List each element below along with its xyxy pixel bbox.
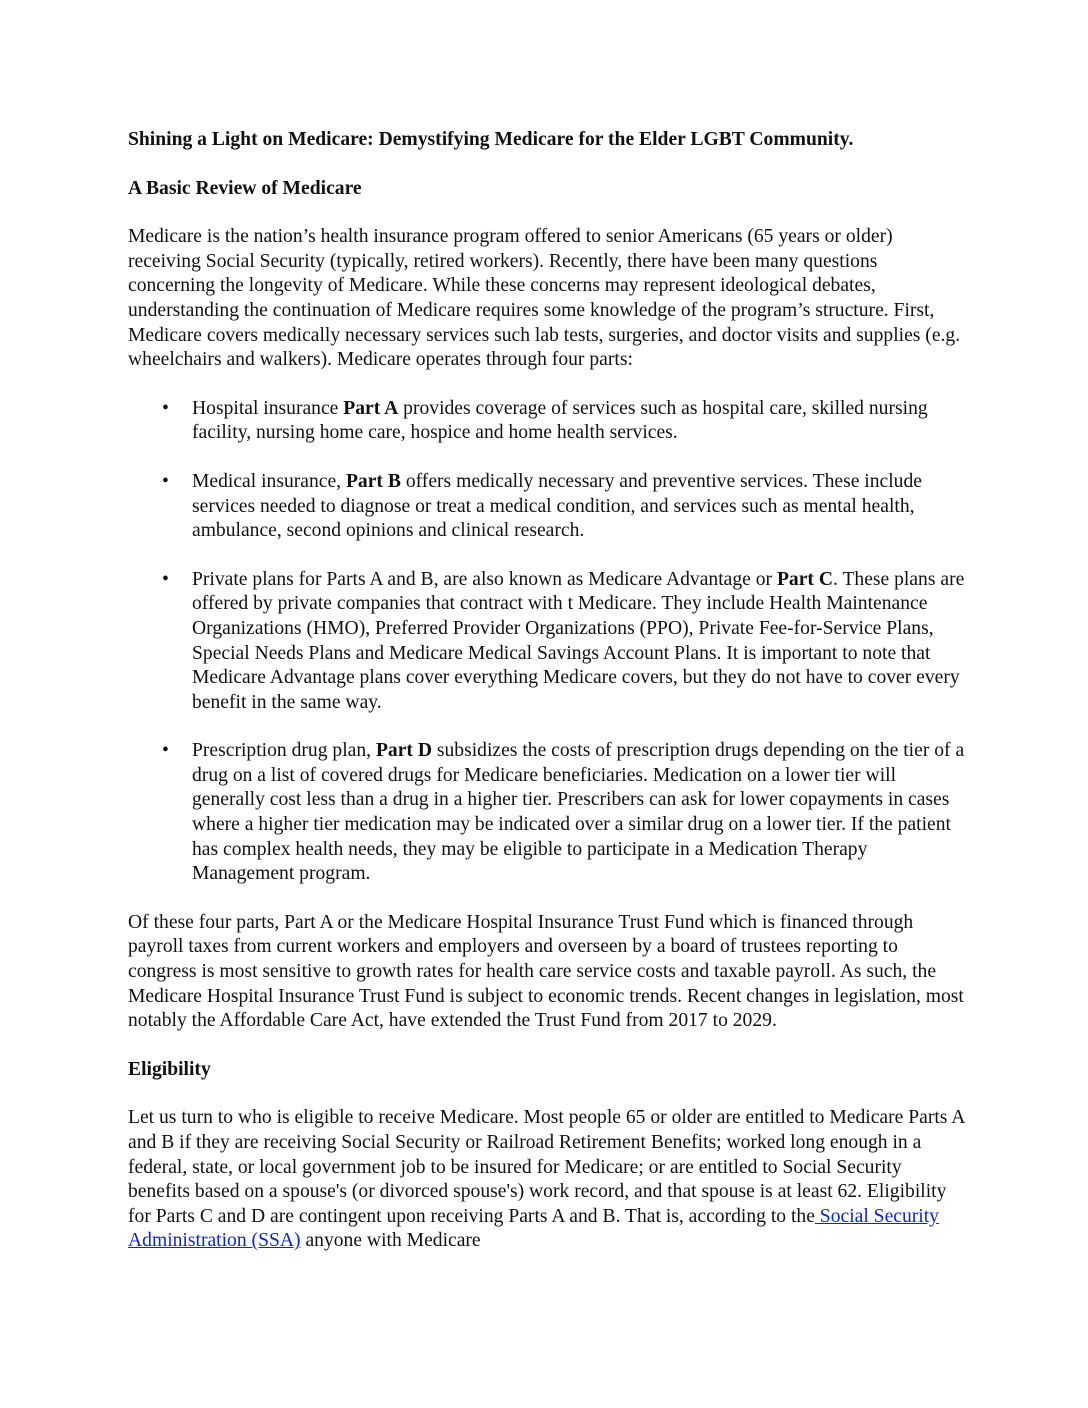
list-item-text: Medical insurance, [192, 470, 346, 492]
ssa-link[interactable]: Social Security Administration (SSA) [128, 1205, 939, 1252]
bullet-icon: • [162, 568, 169, 590]
list-item-text: . These plans are offered by private companies that contract with t Medicare. They include Health Maintenance Organizations (HMO), Preferred Provider Organizations (PPO), Private Fee-for-Service Plans, Special Needs Plans and Medicare Medical Savings Account Plans. It is important to note that Medicare Advantage plans cover everything Medicare covers, but they do not have to cover every benefit in the same way. [192, 568, 965, 713]
list-item-part-d [128, 739, 968, 887]
part-label: Part D [375, 740, 432, 762]
eligibility-paragraph [128, 1106, 968, 1254]
section-heading-eligibility: Eligibility [128, 1058, 211, 1080]
part-label: Part B [345, 470, 401, 492]
trust-fund-paragraph: Of these four parts, Part A or the Medicare Hospital Insurance Trust Fund which is financed through payroll taxes from current workers and employers and overseen by a board of trustees reporting to congress is most sensitive to growth rates for health care service costs and taxable payroll. As such, the Medicare Hospital Insurance Trust Fund is subject to economic trends. Recent changes in legislation, most notably the Affordable Care Act, have extended the Trust Fund from 2017 to 2029. [128, 911, 964, 1032]
list-item-part-b [128, 470, 968, 544]
document-title: Shining a Light on Medicare: Demystifying Medicare for the Elder LGBT Community. [128, 129, 854, 150]
intro-paragraph: Medicare is the nation’s health insurance program offered to senior Americans (65 years or older) receiving Social Security (typically, retired workers). Recently, there have been many questions concerning the longevity of Medicare. While these concerns may represent ideological debates, understanding the continuation of Medicare requires some knowledge of the program’s structure. First, Medicare covers medically necessary services such lab tests, surgeries, and doctor visits and supplies (e.g. wheelchairs and walkers). Medicare operates through four parts: [128, 226, 961, 371]
eligibility-text: Let us turn to who is eligible to receive Medicare. Most people 65 or older are entitled to Medicare Parts A and B if they are receiving Social Security or Railroad Retirement Benefits; worked long enough in a federal, state, or local government job to be insured for Medicare; or are entitled to Social Security benefits based on a spouse's (or divorced spouse's) work record, and that spouse is at least 62. Eligibility for Parts C and D are contingent upon receiving Parts A and B. That is, according to the [128, 1107, 965, 1227]
document-body [128, 128, 968, 1278]
list-item-text: Prescription drug plan, [192, 740, 376, 762]
part-label: Part C [776, 568, 833, 590]
list-item-text: Private plans for Parts A and B, are also known as Medicare Advantage or [192, 568, 777, 590]
list-item-part-c [128, 568, 968, 716]
list-item-text: Hospital insurance [192, 397, 344, 419]
bullet-icon: • [162, 740, 169, 762]
medicare-parts-list [128, 397, 968, 887]
section-heading-basic-review: A Basic Review of Medicare [128, 177, 362, 199]
bullet-icon: • [162, 397, 169, 419]
list-item-text: offers medically necessary and preventive services. These include services needed to diagnose or treat a medical condition, and services such as mental health, ambulance, second opinions and clinical research. [192, 470, 922, 542]
list-item-text: subsidizes the costs of prescription drugs depending on the tier of a drug on a list of covered drugs for Medicare beneficiaries. Medication on a lower tier will generally cost less than a drug in a higher tier. Prescribers can ask for lower copayments in cases where a higher tier medication may be indicated over a similar drug on a lower tier. If the patient has complex health needs, they may be eligible to participate in a Medication Therapy Management program. [192, 740, 965, 885]
bullet-icon: • [162, 470, 169, 492]
part-label: Part A [343, 397, 399, 419]
list-item-part-a [128, 397, 968, 446]
eligibility-text-continued: anyone with Medicare [300, 1230, 481, 1252]
list-item-text: provides coverage of services such as hospital care, skilled nursing facility, nursing home care, hospice and home health services. [192, 397, 928, 444]
